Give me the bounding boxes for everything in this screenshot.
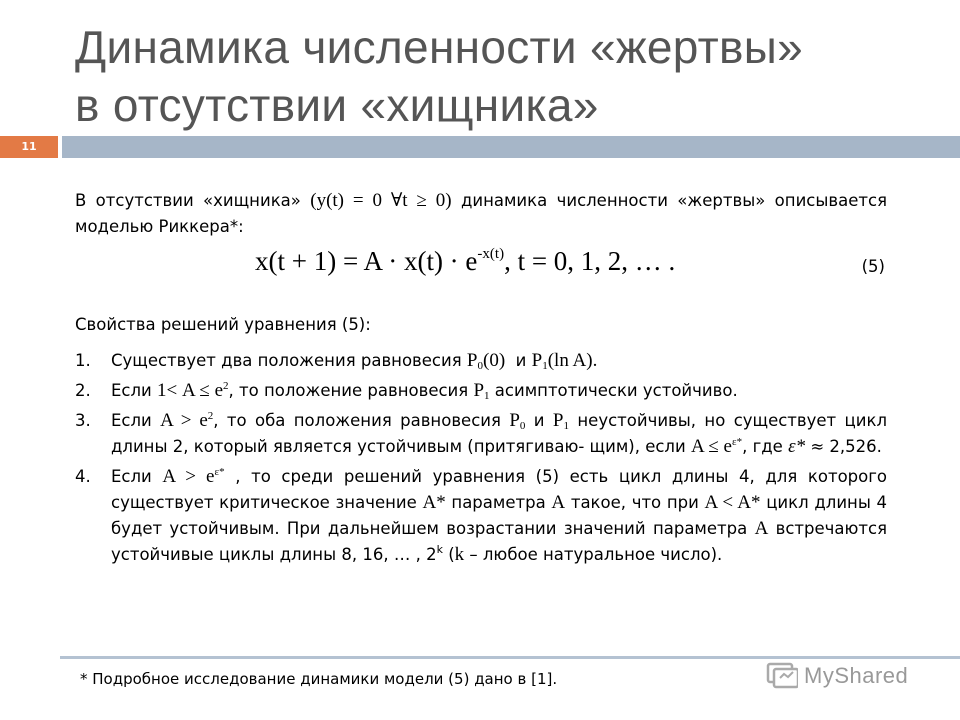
item-text: Если <box>111 411 152 430</box>
item-number: 3. <box>75 411 91 430</box>
item-text: , где <box>742 437 783 456</box>
math-epsilon: ε* <box>788 436 806 457</box>
math-a: A <box>551 492 566 513</box>
equation-range: , t = 0, 1, 2, … . <box>504 246 676 276</box>
item-text: и <box>533 411 545 430</box>
equation-number: (5) <box>861 257 885 276</box>
equation-exponent: -x(t) <box>477 246 505 262</box>
math-condition-2: $A \le e^{\varepsilon*}$ <box>690 436 743 457</box>
math-p1: $P_1$ <box>473 380 490 402</box>
item-text: асимптотически устойчиво. <box>494 381 738 400</box>
item-text: неустойчивы, но существует цикл длины 2, который является устойчивым (притягиваю- щим), если <box>111 411 888 456</box>
item-text: цикл длины 4 будет устойчивым. При дальнейшем возрастании значений параметра <box>111 493 888 538</box>
item-text: , то оба положения равновесия <box>213 411 501 430</box>
intro-paragraph <box>75 188 887 240</box>
item-number: 2. <box>75 381 91 400</box>
math-condition-2: A < A* <box>704 492 761 513</box>
properties-title: Свойства решений уравнения (5): <box>75 315 371 334</box>
equation-lhs: x(t + 1) = A · x(t) · e <box>255 246 478 276</box>
item-number: 4. <box>75 467 91 486</box>
math-astar: A* <box>422 492 446 513</box>
intro-condition: (y(t) = 0 ∀t ≥ 0) <box>310 190 452 211</box>
math-p1: $P_1$ <box>552 410 569 432</box>
math-k: k <box>454 544 465 565</box>
intro-text-2: динамика численности «жертвы» описывается моделью Риккера*: <box>75 191 887 236</box>
math-a: A <box>754 518 769 539</box>
item-text: Если <box>111 467 152 486</box>
math-p0: $P_0(0)$ <box>466 350 506 372</box>
item-text: и <box>515 351 527 370</box>
item-text: , то среди решений уравнения (5) есть цикл длины 4, для которого существует критическое значение <box>111 467 887 512</box>
slide-content <box>75 188 887 572</box>
title-divider-bar <box>62 136 960 158</box>
list-item <box>75 348 887 374</box>
myshared-logo-icon <box>766 662 798 690</box>
item-text: ≈ 2,526. <box>810 437 882 456</box>
list-item <box>75 378 887 404</box>
item-text: , то положение равновесия <box>228 381 469 400</box>
item-text: такое, что при <box>570 493 699 512</box>
slide-number-badge: 11 <box>0 136 58 158</box>
watermark-text: MyShared <box>804 663 909 688</box>
title-line-2: в отсутствии «хищника» <box>75 79 599 131</box>
math-condition: $1< A \le e^2$ <box>157 380 229 401</box>
math-condition: $A > e^2$ <box>160 410 214 431</box>
item-text: параметра <box>451 493 546 512</box>
item-number: 1. <box>75 351 91 370</box>
watermark <box>766 660 930 694</box>
properties-list <box>75 348 887 568</box>
item-text: ( <box>448 545 455 564</box>
footnote: * Подробное исследование динамики модели (5) дано в [1]. <box>80 670 558 688</box>
item-text: Если <box>111 381 152 400</box>
title-line-1: Динамика численности «жертвы» <box>75 21 804 73</box>
math-p0: $P_0$ <box>509 410 526 432</box>
list-item <box>75 464 887 568</box>
item-text: – любое натуральное число). <box>469 545 723 564</box>
intro-text-1: В отсутствии «хищника» <box>75 191 301 210</box>
slide-title <box>75 18 935 134</box>
math-k-sup: k <box>436 543 443 556</box>
math-p1: $P_1(\ln$ A). <box>531 350 598 372</box>
list-item <box>75 408 887 460</box>
item-text: Существует два положения равновесия <box>111 351 462 370</box>
math-condition: $A > e^{\varepsilon*}$ <box>162 466 225 487</box>
footer-divider <box>60 656 960 659</box>
ricker-equation <box>75 246 887 292</box>
item-text: встречаются устойчивые циклы длины 8, 16, … , 2 <box>111 519 888 564</box>
